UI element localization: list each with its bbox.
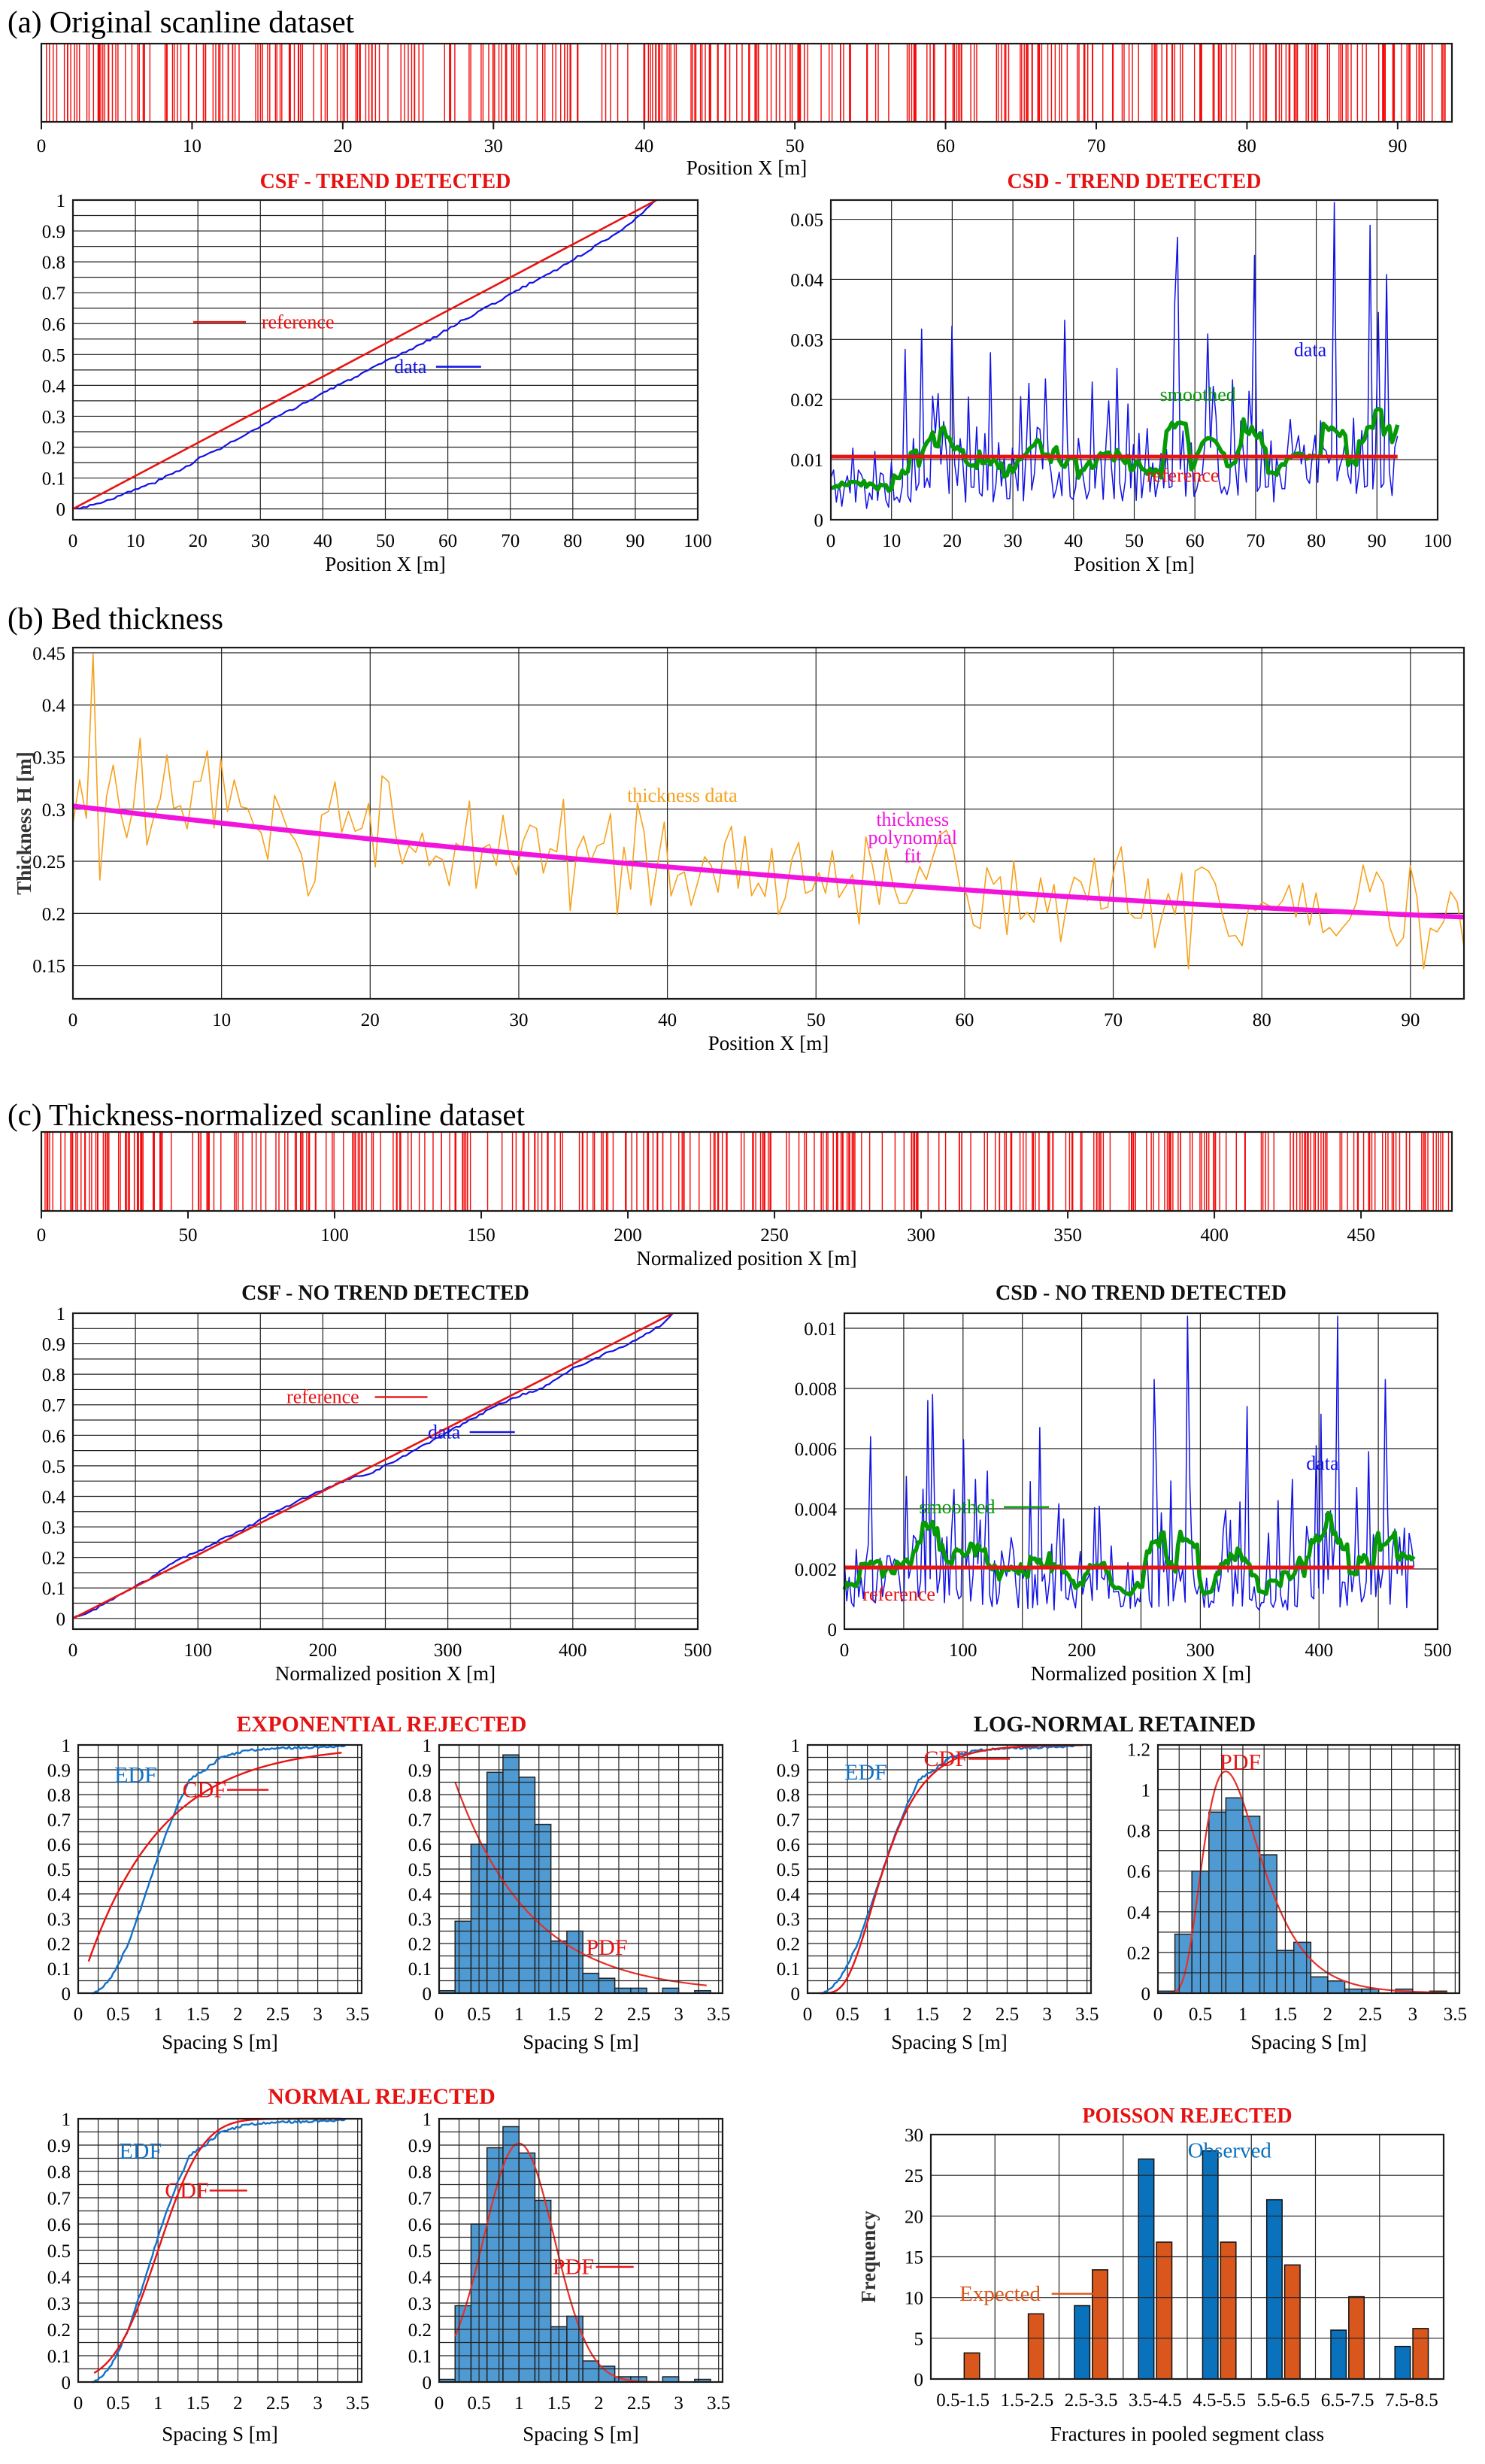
svg-text:2: 2 bbox=[233, 2004, 243, 2025]
svg-text:data: data bbox=[1306, 1452, 1339, 1474]
svg-text:80: 80 bbox=[1252, 1010, 1271, 1030]
svg-text:data: data bbox=[1293, 338, 1327, 361]
svg-text:0.6: 0.6 bbox=[776, 1835, 800, 1856]
svg-text:0.4: 0.4 bbox=[776, 1885, 800, 1905]
svg-text:10: 10 bbox=[882, 531, 902, 551]
svg-text:0.2: 0.2 bbox=[47, 2320, 71, 2341]
svg-text:Expected: Expected bbox=[959, 2282, 1041, 2306]
svg-text:3: 3 bbox=[1042, 2004, 1052, 2025]
chart-csf-trend-detected bbox=[26, 170, 712, 589]
svg-text:0.3: 0.3 bbox=[47, 1910, 71, 1930]
chart-lognormal-edf-cdf bbox=[759, 1737, 1102, 2062]
section-title-normal: NORMAL REJECTED bbox=[268, 2084, 496, 2109]
svg-text:3: 3 bbox=[313, 2393, 323, 2414]
svg-text:EDF: EDF bbox=[114, 1762, 157, 1788]
svg-text:1: 1 bbox=[153, 2393, 163, 2414]
svg-text:70: 70 bbox=[1086, 136, 1106, 156]
svg-text:Position X [m]: Position X [m] bbox=[708, 1032, 829, 1054]
svg-text:90: 90 bbox=[1388, 136, 1408, 156]
svg-text:0.6: 0.6 bbox=[41, 1426, 65, 1447]
svg-text:10: 10 bbox=[182, 136, 202, 156]
svg-text:50: 50 bbox=[178, 1225, 198, 1246]
svg-text:0.3: 0.3 bbox=[41, 407, 65, 428]
svg-text:0.9: 0.9 bbox=[408, 1761, 432, 1781]
svg-text:60: 60 bbox=[438, 531, 458, 551]
svg-text:0.01: 0.01 bbox=[804, 1319, 837, 1340]
svg-text:0.5: 0.5 bbox=[47, 1860, 71, 1880]
svg-text:0.35: 0.35 bbox=[32, 748, 65, 769]
svg-text:3.5: 3.5 bbox=[707, 2004, 731, 2025]
svg-text:2: 2 bbox=[233, 2393, 243, 2414]
svg-text:0.5: 0.5 bbox=[776, 1860, 800, 1880]
svg-text:polynomial: polynomial bbox=[868, 827, 957, 849]
svg-text:0.5: 0.5 bbox=[835, 2004, 859, 2025]
svg-text:70: 70 bbox=[1104, 1010, 1123, 1030]
svg-text:1: 1 bbox=[1238, 2004, 1248, 2025]
svg-text:CDF: CDF bbox=[165, 2178, 209, 2203]
svg-text:30: 30 bbox=[509, 1010, 529, 1030]
svg-text:1.5: 1.5 bbox=[915, 2004, 939, 2025]
svg-text:0: 0 bbox=[814, 511, 823, 531]
section-title-exponential: EXPONENTIAL REJECTED bbox=[236, 1712, 527, 1737]
svg-text:0.006: 0.006 bbox=[794, 1440, 837, 1460]
svg-text:0.2: 0.2 bbox=[41, 904, 65, 925]
svg-text:0: 0 bbox=[826, 531, 836, 551]
svg-text:PDF: PDF bbox=[1220, 1749, 1262, 1775]
svg-text:CSF - NO TREND DETECTED: CSF - NO TREND DETECTED bbox=[241, 1282, 529, 1305]
svg-text:0.5: 0.5 bbox=[41, 1456, 65, 1477]
svg-text:40: 40 bbox=[1064, 531, 1083, 551]
svg-text:50: 50 bbox=[806, 1010, 826, 1030]
svg-text:0.2: 0.2 bbox=[408, 1934, 432, 1955]
svg-text:Normalized position X [m]: Normalized position X [m] bbox=[274, 1662, 496, 1685]
svg-text:400: 400 bbox=[1200, 1225, 1229, 1246]
svg-text:0: 0 bbox=[790, 1984, 800, 2004]
svg-text:80: 80 bbox=[1307, 531, 1326, 551]
svg-text:100: 100 bbox=[320, 1225, 349, 1246]
svg-text:1.5: 1.5 bbox=[547, 2393, 571, 2414]
svg-text:500: 500 bbox=[683, 1640, 712, 1661]
chart-poisson-frequency bbox=[797, 2097, 1474, 2456]
svg-text:1.5: 1.5 bbox=[547, 2004, 571, 2025]
svg-text:0.6: 0.6 bbox=[47, 1835, 71, 1856]
svg-text:0: 0 bbox=[61, 1984, 71, 2004]
svg-text:0: 0 bbox=[68, 1640, 78, 1661]
svg-text:0.5: 0.5 bbox=[106, 2004, 130, 2025]
svg-text:0: 0 bbox=[68, 531, 78, 551]
svg-text:3: 3 bbox=[674, 2004, 683, 2025]
svg-text:0.4: 0.4 bbox=[408, 1885, 432, 1905]
svg-text:CDF: CDF bbox=[923, 1746, 968, 1772]
svg-text:Spacing S [m]: Spacing S [m] bbox=[523, 2423, 639, 2445]
svg-text:0.01: 0.01 bbox=[790, 451, 823, 472]
svg-text:200: 200 bbox=[1067, 1640, 1096, 1661]
svg-text:0.4: 0.4 bbox=[41, 376, 65, 397]
svg-text:0.3: 0.3 bbox=[47, 2294, 71, 2314]
svg-text:0.5: 0.5 bbox=[106, 2393, 130, 2414]
svg-text:thickness: thickness bbox=[876, 808, 950, 830]
panel-c-title: (c) Thickness-normalized scanline dataset bbox=[8, 1097, 525, 1132]
svg-text:0.04: 0.04 bbox=[790, 270, 823, 291]
chart-csf-no-trend bbox=[26, 1277, 712, 1700]
svg-text:0.4: 0.4 bbox=[1126, 1902, 1150, 1923]
svg-text:0: 0 bbox=[422, 1984, 432, 2004]
svg-text:40: 40 bbox=[658, 1010, 677, 1030]
svg-text:350: 350 bbox=[1053, 1225, 1082, 1246]
svg-text:6.5-7.5: 6.5-7.5 bbox=[1320, 2390, 1374, 2411]
svg-text:0.15: 0.15 bbox=[32, 956, 65, 977]
svg-text:0: 0 bbox=[434, 2393, 444, 2414]
svg-text:0.8: 0.8 bbox=[41, 1365, 65, 1386]
svg-text:30: 30 bbox=[483, 136, 503, 156]
svg-text:smoothed: smoothed bbox=[919, 1496, 996, 1518]
svg-text:0.25: 0.25 bbox=[32, 852, 65, 873]
svg-text:0.7: 0.7 bbox=[41, 1395, 65, 1416]
svg-text:20: 20 bbox=[188, 531, 208, 551]
svg-text:1: 1 bbox=[1141, 1780, 1150, 1801]
svg-text:3.5-4.5: 3.5-4.5 bbox=[1128, 2390, 1182, 2411]
svg-text:CSD - TREND DETECTED: CSD - TREND DETECTED bbox=[1007, 170, 1262, 193]
svg-text:Normalized position X [m]: Normalized position X [m] bbox=[636, 1247, 857, 1270]
svg-text:0: 0 bbox=[422, 2373, 432, 2393]
svg-text:80: 80 bbox=[563, 531, 583, 551]
svg-text:100: 100 bbox=[683, 531, 712, 551]
svg-text:0.1: 0.1 bbox=[41, 1579, 65, 1600]
svg-text:10: 10 bbox=[126, 531, 145, 551]
chart-normal-histogram bbox=[391, 2110, 733, 2456]
svg-text:0.1: 0.1 bbox=[408, 2347, 432, 2367]
svg-text:60: 60 bbox=[936, 136, 956, 156]
svg-text:50: 50 bbox=[376, 531, 395, 551]
svg-text:fit: fit bbox=[904, 845, 922, 867]
svg-text:90: 90 bbox=[1367, 531, 1387, 551]
svg-text:90: 90 bbox=[1401, 1010, 1420, 1030]
svg-text:20: 20 bbox=[360, 1010, 380, 1030]
svg-text:20: 20 bbox=[905, 2207, 923, 2228]
svg-text:0.008: 0.008 bbox=[794, 1379, 837, 1400]
svg-text:EDF: EDF bbox=[119, 2138, 162, 2164]
svg-text:0.2: 0.2 bbox=[47, 1934, 71, 1955]
svg-text:0.8: 0.8 bbox=[408, 1786, 432, 1806]
svg-text:0.7: 0.7 bbox=[408, 2189, 432, 2209]
svg-text:90: 90 bbox=[626, 531, 645, 551]
svg-text:500: 500 bbox=[1423, 1640, 1452, 1661]
svg-text:0: 0 bbox=[827, 1620, 837, 1640]
svg-text:Spacing S [m]: Spacing S [m] bbox=[523, 2031, 639, 2053]
svg-text:0.4: 0.4 bbox=[47, 2268, 71, 2288]
svg-text:2.5: 2.5 bbox=[265, 2004, 290, 2025]
svg-text:100: 100 bbox=[183, 1640, 212, 1661]
svg-text:0.5-1.5: 0.5-1.5 bbox=[936, 2390, 990, 2411]
svg-text:0.05: 0.05 bbox=[790, 210, 823, 231]
svg-text:1.5: 1.5 bbox=[1273, 2004, 1298, 2025]
svg-text:0: 0 bbox=[56, 1609, 65, 1630]
svg-text:3.5: 3.5 bbox=[1443, 2004, 1467, 2025]
svg-text:1: 1 bbox=[882, 2004, 893, 2025]
svg-text:20: 20 bbox=[942, 531, 962, 551]
svg-text:0.8: 0.8 bbox=[41, 253, 65, 274]
svg-text:POISSON REJECTED: POISSON REJECTED bbox=[1082, 2104, 1293, 2128]
svg-text:2: 2 bbox=[1323, 2004, 1333, 2025]
svg-text:0.7: 0.7 bbox=[41, 284, 65, 305]
svg-text:2.5: 2.5 bbox=[626, 2393, 651, 2414]
svg-text:0.2: 0.2 bbox=[776, 1934, 800, 1955]
svg-text:2.5: 2.5 bbox=[1358, 2004, 1383, 2025]
svg-text:CSD - NO TREND DETECTED: CSD - NO TREND DETECTED bbox=[996, 1282, 1286, 1305]
svg-text:30: 30 bbox=[905, 2126, 923, 2146]
svg-text:1.5: 1.5 bbox=[186, 2004, 210, 2025]
chart-normal-edf-cdf bbox=[30, 2110, 372, 2456]
svg-text:0.4: 0.4 bbox=[41, 696, 65, 717]
svg-text:0.9: 0.9 bbox=[408, 2136, 432, 2156]
svg-text:3.5: 3.5 bbox=[1075, 2004, 1099, 2025]
svg-text:100: 100 bbox=[1423, 531, 1452, 551]
chart-exponential-histogram bbox=[391, 1737, 733, 2062]
svg-text:1: 1 bbox=[790, 1736, 800, 1756]
svg-text:CDF: CDF bbox=[182, 1777, 226, 1803]
svg-text:0.4: 0.4 bbox=[408, 2268, 432, 2288]
svg-text:0.02: 0.02 bbox=[790, 390, 823, 411]
svg-text:0.9: 0.9 bbox=[776, 1761, 800, 1781]
svg-text:3.5: 3.5 bbox=[346, 2393, 370, 2414]
svg-text:Spacing S [m]: Spacing S [m] bbox=[891, 2031, 1008, 2053]
svg-text:0.7: 0.7 bbox=[47, 2189, 71, 2209]
section-title-lognormal: LOG-NORMAL RETAINED bbox=[973, 1712, 1256, 1737]
svg-text:0.6: 0.6 bbox=[47, 2215, 71, 2235]
svg-text:0.8: 0.8 bbox=[1126, 1821, 1150, 1842]
svg-text:1: 1 bbox=[514, 2004, 524, 2025]
chart-scanline-original bbox=[23, 36, 1462, 179]
svg-text:reference: reference bbox=[1146, 464, 1220, 487]
svg-text:0.5: 0.5 bbox=[467, 2393, 491, 2414]
svg-text:0.004: 0.004 bbox=[794, 1500, 837, 1520]
svg-text:PDF: PDF bbox=[586, 1934, 628, 1960]
svg-text:1: 1 bbox=[422, 2110, 432, 2130]
svg-text:Position X [m]: Position X [m] bbox=[325, 553, 446, 575]
svg-text:5: 5 bbox=[914, 2329, 923, 2350]
svg-text:300: 300 bbox=[907, 1225, 935, 1246]
svg-text:0: 0 bbox=[61, 2373, 71, 2393]
svg-text:10: 10 bbox=[905, 2288, 923, 2309]
svg-text:10: 10 bbox=[212, 1010, 232, 1030]
chart-lognormal-histogram bbox=[1113, 1737, 1470, 2062]
svg-text:15: 15 bbox=[905, 2247, 923, 2268]
svg-text:0.1: 0.1 bbox=[41, 469, 65, 490]
svg-text:0: 0 bbox=[68, 1010, 78, 1030]
svg-text:Thickness H [m]: Thickness H [m] bbox=[13, 751, 35, 895]
svg-text:60: 60 bbox=[955, 1010, 974, 1030]
svg-text:CSF - TREND DETECTED: CSF - TREND DETECTED bbox=[259, 170, 511, 193]
svg-text:Normalized position X [m]: Normalized position X [m] bbox=[1030, 1662, 1252, 1685]
svg-text:20: 20 bbox=[333, 136, 353, 156]
svg-text:0.6: 0.6 bbox=[41, 314, 65, 335]
svg-text:0.9: 0.9 bbox=[41, 1334, 65, 1355]
svg-text:Frequency: Frequency bbox=[857, 2211, 880, 2303]
svg-text:0.6: 0.6 bbox=[1126, 1862, 1150, 1883]
svg-text:200: 200 bbox=[308, 1640, 338, 1661]
svg-text:40: 40 bbox=[313, 531, 332, 551]
svg-text:4.5-5.5: 4.5-5.5 bbox=[1193, 2390, 1247, 2411]
svg-text:70: 70 bbox=[1246, 531, 1265, 551]
svg-text:0.3: 0.3 bbox=[776, 1910, 800, 1930]
svg-text:0.03: 0.03 bbox=[790, 330, 823, 351]
svg-text:450: 450 bbox=[1347, 1225, 1375, 1246]
svg-text:0.3: 0.3 bbox=[41, 800, 65, 821]
chart-bed-thickness bbox=[11, 634, 1477, 1068]
svg-text:0.3: 0.3 bbox=[41, 1518, 65, 1539]
svg-text:0: 0 bbox=[434, 2004, 444, 2025]
svg-text:Observed: Observed bbox=[1187, 2138, 1271, 2163]
svg-text:0: 0 bbox=[1153, 2004, 1163, 2025]
svg-text:Position X [m]: Position X [m] bbox=[686, 156, 808, 179]
svg-text:0.5: 0.5 bbox=[1188, 2004, 1213, 2025]
svg-text:7.5-8.5: 7.5-8.5 bbox=[1384, 2390, 1438, 2411]
svg-text:0.7: 0.7 bbox=[47, 1810, 71, 1831]
svg-text:1: 1 bbox=[153, 2004, 163, 2025]
svg-text:0: 0 bbox=[839, 1640, 850, 1661]
svg-text:Spacing S [m]: Spacing S [m] bbox=[162, 2031, 278, 2053]
panel-a-title: (a) Original scanline dataset bbox=[8, 5, 355, 39]
svg-text:2: 2 bbox=[594, 2393, 604, 2414]
svg-text:60: 60 bbox=[1185, 531, 1205, 551]
svg-text:0.1: 0.1 bbox=[408, 1959, 432, 1980]
svg-text:0: 0 bbox=[802, 2004, 813, 2025]
chart-exponential-edf-cdf bbox=[30, 1737, 372, 2062]
svg-text:0.002: 0.002 bbox=[794, 1560, 837, 1580]
svg-text:1: 1 bbox=[56, 1304, 65, 1325]
svg-text:0: 0 bbox=[914, 2370, 923, 2390]
svg-text:50: 50 bbox=[1125, 531, 1144, 551]
svg-text:0: 0 bbox=[36, 1225, 47, 1246]
svg-text:PDF: PDF bbox=[552, 2254, 594, 2280]
svg-text:0.5: 0.5 bbox=[41, 345, 65, 366]
svg-text:Position X [m]: Position X [m] bbox=[1074, 553, 1195, 575]
svg-text:0.7: 0.7 bbox=[408, 1810, 432, 1831]
svg-text:2.5: 2.5 bbox=[265, 2393, 290, 2414]
chart-csd-trend-detected bbox=[771, 170, 1459, 589]
svg-text:0.6: 0.6 bbox=[408, 1835, 432, 1856]
svg-text:250: 250 bbox=[760, 1225, 789, 1246]
svg-text:200: 200 bbox=[614, 1225, 642, 1246]
svg-text:3.5: 3.5 bbox=[346, 2004, 370, 2025]
svg-text:Spacing S [m]: Spacing S [m] bbox=[162, 2423, 278, 2445]
svg-text:2.5: 2.5 bbox=[626, 2004, 651, 2025]
svg-text:0.8: 0.8 bbox=[776, 1786, 800, 1806]
svg-text:2.5-3.5: 2.5-3.5 bbox=[1064, 2390, 1118, 2411]
svg-text:3.5: 3.5 bbox=[707, 2393, 731, 2414]
svg-text:80: 80 bbox=[1237, 136, 1256, 156]
svg-text:0.3: 0.3 bbox=[408, 1910, 432, 1930]
svg-text:0.4: 0.4 bbox=[41, 1487, 65, 1508]
svg-text:0.5: 0.5 bbox=[408, 1860, 432, 1880]
svg-text:1: 1 bbox=[514, 2393, 524, 2414]
svg-text:reference: reference bbox=[862, 1583, 935, 1605]
svg-text:1.5: 1.5 bbox=[186, 2393, 210, 2414]
svg-text:2.5: 2.5 bbox=[995, 2004, 1020, 2025]
svg-text:3: 3 bbox=[313, 2004, 323, 2025]
svg-text:0.8: 0.8 bbox=[47, 1786, 71, 1806]
svg-text:data: data bbox=[427, 1421, 461, 1443]
svg-text:30: 30 bbox=[1003, 531, 1023, 551]
svg-text:0: 0 bbox=[56, 499, 65, 520]
svg-text:70: 70 bbox=[501, 531, 520, 551]
svg-text:2: 2 bbox=[962, 2004, 972, 2025]
svg-text:40: 40 bbox=[635, 136, 654, 156]
svg-text:25: 25 bbox=[905, 2166, 923, 2187]
svg-text:0.9: 0.9 bbox=[41, 222, 65, 243]
svg-text:3: 3 bbox=[674, 2393, 683, 2414]
svg-text:data: data bbox=[394, 355, 427, 378]
svg-text:100: 100 bbox=[949, 1640, 977, 1661]
svg-text:thickness data: thickness data bbox=[627, 784, 738, 807]
svg-text:0.2: 0.2 bbox=[408, 2320, 432, 2341]
svg-text:0.2: 0.2 bbox=[41, 1548, 65, 1569]
svg-text:0.45: 0.45 bbox=[32, 643, 65, 664]
svg-text:300: 300 bbox=[1186, 1640, 1215, 1661]
svg-text:0.1: 0.1 bbox=[776, 1959, 800, 1980]
svg-text:0.5: 0.5 bbox=[467, 2004, 491, 2025]
svg-text:0.6: 0.6 bbox=[408, 2215, 432, 2235]
svg-text:1: 1 bbox=[422, 1736, 432, 1756]
svg-text:1.2: 1.2 bbox=[1126, 1740, 1150, 1761]
svg-text:0.2: 0.2 bbox=[1126, 1943, 1150, 1964]
svg-text:0.2: 0.2 bbox=[41, 438, 65, 459]
svg-text:0.3: 0.3 bbox=[408, 2294, 432, 2314]
chart-csd-no-trend bbox=[771, 1277, 1459, 1700]
svg-text:1: 1 bbox=[56, 191, 65, 211]
svg-text:400: 400 bbox=[1305, 1640, 1333, 1661]
svg-text:0.9: 0.9 bbox=[47, 2136, 71, 2156]
svg-text:0: 0 bbox=[36, 136, 47, 156]
svg-text:0: 0 bbox=[73, 2393, 83, 2414]
svg-text:smoothed: smoothed bbox=[1159, 383, 1236, 405]
panel-b-title: (b) Bed thickness bbox=[8, 601, 223, 636]
svg-text:reference: reference bbox=[286, 1385, 359, 1408]
svg-text:400: 400 bbox=[559, 1640, 587, 1661]
svg-text:0.4: 0.4 bbox=[47, 1885, 71, 1905]
svg-text:EDF: EDF bbox=[844, 1760, 887, 1786]
svg-text:0.1: 0.1 bbox=[47, 1959, 71, 1980]
svg-text:0.1: 0.1 bbox=[47, 2347, 71, 2367]
svg-text:150: 150 bbox=[467, 1225, 496, 1246]
svg-text:0: 0 bbox=[1141, 1984, 1150, 2004]
svg-text:0.8: 0.8 bbox=[408, 2162, 432, 2183]
svg-text:1.5-2.5: 1.5-2.5 bbox=[1000, 2390, 1054, 2411]
svg-text:0.8: 0.8 bbox=[47, 2162, 71, 2183]
svg-text:0.5: 0.5 bbox=[47, 2241, 71, 2262]
svg-text:5.5-6.5: 5.5-6.5 bbox=[1256, 2390, 1311, 2411]
svg-text:3: 3 bbox=[1408, 2004, 1418, 2025]
svg-text:0.7: 0.7 bbox=[776, 1810, 800, 1831]
svg-text:1: 1 bbox=[61, 1736, 71, 1756]
svg-text:30: 30 bbox=[250, 531, 270, 551]
svg-text:0.9: 0.9 bbox=[47, 1761, 71, 1781]
svg-text:50: 50 bbox=[785, 136, 805, 156]
svg-text:1: 1 bbox=[61, 2110, 71, 2130]
svg-text:300: 300 bbox=[433, 1640, 462, 1661]
svg-text:reference: reference bbox=[261, 311, 335, 333]
svg-text:0: 0 bbox=[73, 2004, 83, 2025]
svg-text:0.5: 0.5 bbox=[408, 2241, 432, 2262]
svg-text:Spacing S [m]: Spacing S [m] bbox=[1250, 2031, 1367, 2053]
svg-text:Fractures in pooled segment cl: Fractures in pooled segment class bbox=[1050, 2423, 1325, 2445]
svg-text:2: 2 bbox=[594, 2004, 604, 2025]
chart-scanline-normalized bbox=[23, 1124, 1462, 1270]
